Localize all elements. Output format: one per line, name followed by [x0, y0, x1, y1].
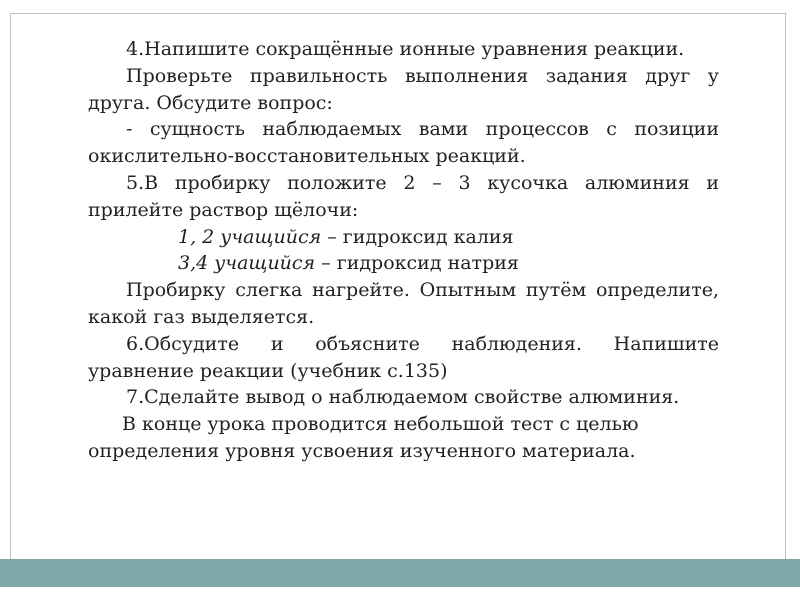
heat-paragraph: Пробирку слегка нагрейте. Опытным путём определите, какой газ выделяется.: [88, 279, 719, 328]
task-4-paragraph: 4.Напишите сокращённые ионные уравнения реакции.: [126, 38, 685, 60]
conclusion-paragraph: В конце урока проводится небольшой тест с целью определения уровня усвоения изученного материала.: [88, 413, 639, 462]
pupil-line-1: [88, 224, 719, 251]
slide-text: [88, 36, 719, 465]
pupil-dash: –: [315, 252, 337, 275]
pupil-dash: –: [321, 225, 343, 248]
pupil-group-label: 1, 2 учащийся: [178, 225, 322, 248]
check-paragraph: Проверьте правильность выполнения задания друг у друга. Обсудите вопрос:: [88, 64, 719, 114]
pupil-reagent: гидроксид калия: [342, 225, 514, 248]
task-6-paragraph: 6.Обсудите и объясните наблюдения. Напишите уравнение реакции (учебник с.135): [88, 332, 719, 382]
pupil-reagent: гидроксид натрия: [336, 252, 519, 275]
pupil-group-label: 3,4 учащийся: [178, 252, 316, 275]
pupil-line-2: [88, 250, 719, 277]
footer-bar: [0, 559, 800, 587]
task-7-paragraph: 7.Сделайте вывод о наблюдаемом свойстве алюминия.: [126, 386, 680, 409]
task-5-paragraph: 5.В пробирку положите 2 – 3 кусочка алюминия и прилейте раствор щёлочи:: [88, 171, 719, 221]
question-paragraph: - сущность наблюдаемых вами процессов с позиции окислительно-восстановительных реакций.: [88, 118, 719, 168]
